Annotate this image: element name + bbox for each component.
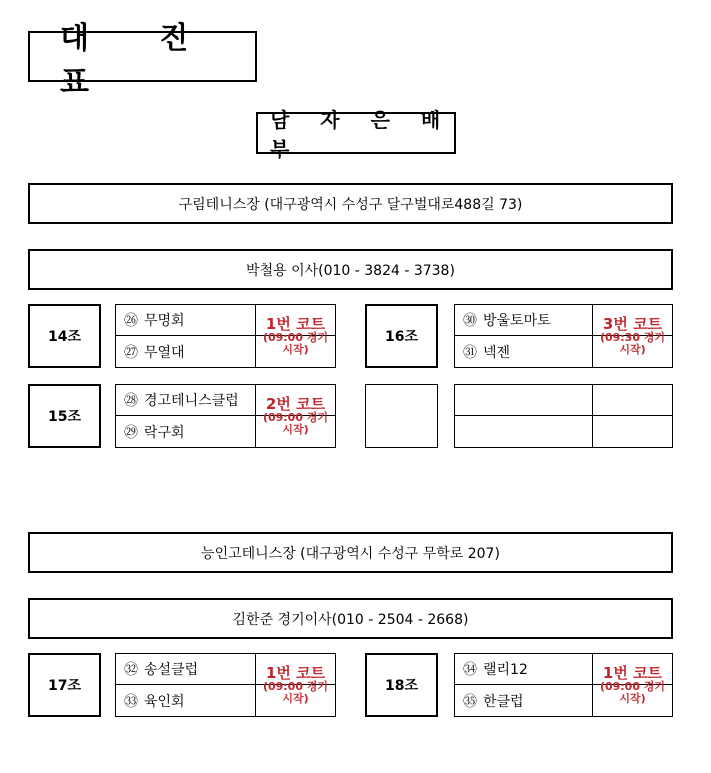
team-name: 송설클럽 <box>144 662 199 678</box>
team-name: 육인회 <box>144 693 185 710</box>
team-number: ㉖ <box>124 313 138 329</box>
match-start: 시작) <box>282 342 309 356</box>
court-info <box>592 654 672 716</box>
empty-match-card <box>454 384 673 448</box>
empty-group-cell <box>365 384 438 448</box>
team-number: ㉘ <box>124 393 138 409</box>
team-name: 무명회 <box>144 313 185 329</box>
team-name: 경고테니스클럽 <box>144 393 239 409</box>
group-label: 14조 <box>28 304 101 368</box>
court-number: 1번 코트 <box>265 663 326 682</box>
venue-1-name: 구림테니스장 (대구광역시 수성구 달구벌대로488길 73) <box>28 183 673 224</box>
team-name: 무열대 <box>144 344 185 361</box>
venue-1-manager: 박철용 이사(010 - 3824 - 3738) <box>28 249 673 290</box>
empty-court-cell <box>592 385 672 447</box>
match-time: (09:00 경기 <box>599 680 666 694</box>
team-number: ㉙ <box>124 424 138 441</box>
court-info <box>255 304 335 368</box>
match-card <box>454 653 673 717</box>
team-number: ㉗ <box>124 344 138 361</box>
match-card <box>454 304 673 368</box>
court-info <box>255 654 335 716</box>
group-label: 17조 <box>28 653 101 717</box>
team-name: 랠리12 <box>483 662 528 678</box>
team-number: ㉜ <box>124 662 138 678</box>
match-start: 시작) <box>282 691 309 705</box>
group-label: 18조 <box>365 653 438 717</box>
match-card <box>115 653 336 717</box>
team-number: ㉞ <box>463 662 477 678</box>
team-name: 락구회 <box>144 424 185 441</box>
match-time: (09:30 경기 <box>599 331 666 345</box>
group-label: 15조 <box>28 384 101 448</box>
team-number: ㉝ <box>124 693 138 710</box>
match-card <box>115 384 336 448</box>
match-time: (09:00 경기 <box>262 680 329 694</box>
match-time: (09:00 경기 <box>262 411 329 425</box>
match-time: (09:00 경기 <box>262 331 329 345</box>
division-title: 남 자 은 배 부 <box>256 112 456 154</box>
team-number: ㉛ <box>463 344 477 361</box>
team-number: ㉟ <box>463 693 477 710</box>
match-start: 시작) <box>619 342 646 356</box>
team-name: 넥젠 <box>483 344 511 361</box>
match-start: 시작) <box>282 422 309 436</box>
venue-2-manager: 김한준 경기이사(010 - 2504 - 2668) <box>28 598 673 639</box>
match-start: 시작) <box>619 691 646 705</box>
court-number: 1번 코트 <box>265 314 326 333</box>
match-card <box>115 304 336 368</box>
team-name: 한클럽 <box>483 693 524 710</box>
court-number: 2번 코트 <box>265 394 326 413</box>
court-info <box>255 385 335 447</box>
team-name: 방울토마토 <box>483 313 551 329</box>
page-title: 대 진 표 <box>28 31 257 82</box>
team-number: ㉚ <box>463 313 477 329</box>
court-number: 3번 코트 <box>602 314 663 333</box>
venue-2-name: 능인고테니스장 (대구광역시 수성구 무학로 207) <box>28 532 673 573</box>
group-label: 16조 <box>365 304 438 368</box>
court-number: 1번 코트 <box>602 663 663 682</box>
court-info <box>592 305 672 367</box>
